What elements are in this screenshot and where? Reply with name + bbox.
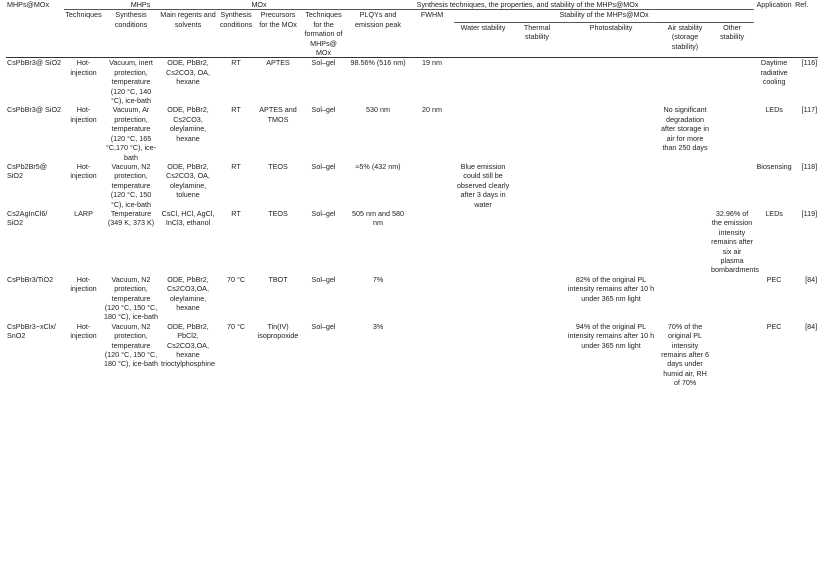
cell-technique: Hot-injection [70, 105, 97, 124]
cell-material: CsPbBr3/TiO2 [7, 274, 54, 284]
cell-water-stability [454, 105, 512, 161]
cell-fwhm [410, 209, 454, 275]
cell-air-stability: No significant degradation after storage in air for more than 250 days [661, 105, 709, 153]
header-main-regents: Main regents and solvents [160, 10, 216, 29]
cell-air-stability [660, 162, 710, 209]
cell-mox-conditions: RT [231, 58, 241, 68]
cell-ref: [116] [801, 58, 818, 68]
cell-photostability: 94% of the original PL intensity remains after 10 h under 365 nm light [567, 321, 655, 350]
cell-thermal-stability [512, 322, 562, 388]
header-photostability: Photostability [589, 23, 633, 33]
table-body [6, 58, 818, 388]
cell-other-stability [710, 58, 754, 106]
cell-ref: [84] [805, 274, 818, 284]
cell-thermal-stability [512, 105, 562, 161]
header-plqy: PLQYs and emission peak [355, 10, 401, 29]
header-techniques: Techniques [65, 10, 102, 20]
cell-application: Biosensing [756, 161, 792, 171]
cell-technique: LARP [74, 208, 93, 218]
cell-synthesis-conditions: Temperature (349 K, 373 K) [107, 208, 155, 228]
cell-precursor: TEOS [268, 208, 288, 218]
table-row [6, 162, 818, 209]
cell-thermal-stability [512, 209, 562, 275]
cell-formation-technique: Sol–gel [311, 161, 336, 171]
cell-mox-conditions: RT [231, 208, 241, 218]
cell-photostability: 82% of the original PL intensity remains after 10 h under 365 nm light [567, 274, 655, 303]
cell-technique: Hot-injection [70, 274, 97, 294]
cell-thermal-stability [512, 162, 562, 209]
cell-precursor: Tin(IV) isopropoxide [257, 321, 299, 341]
table-row [6, 322, 818, 388]
cell-main-regents: ODE, PbBr2, Cs2CO3, OA, hexane [166, 58, 210, 87]
cell-plqy: 505 nm and 580 nm [352, 208, 404, 228]
cell-formation-technique: Sol–gel [311, 208, 336, 218]
cell-precursor: TEOS [268, 161, 288, 171]
table-row [6, 58, 818, 106]
cell-material: CsPbBr3−xClx/ SnO2 [7, 321, 56, 341]
cell-plqy: 530 nm [366, 105, 391, 115]
cell-synthesis-conditions: Vacuum, Ar protection, temperature (120 °C, 165 °C,170 °C), ice-bath [105, 105, 157, 162]
cell-mox-conditions: RT [231, 105, 241, 115]
cell-precursor: APTES and TMOS [259, 105, 297, 124]
cell-synthesis-conditions: Vacuum, N2 protection, temperature (120 °C, 150 °C, 180 °C), ice-bath [104, 274, 159, 322]
cell-mox-conditions: 70 °C [226, 321, 246, 331]
cell-other-stability [710, 322, 754, 388]
cell-thermal-stability [512, 275, 562, 322]
cell-water-stability [454, 322, 512, 388]
cell-technique: Hot-injection [70, 321, 97, 341]
cell-photostability [562, 105, 660, 161]
cell-water-stability [454, 58, 512, 106]
cell-material: CsPb2Br5@ SiO2 [7, 161, 48, 181]
table-row [6, 209, 818, 275]
cell-fwhm [410, 322, 454, 388]
cell-fwhm: 19 nm [422, 58, 443, 68]
cell-fwhm [410, 275, 454, 322]
cell-application: PEC [766, 274, 782, 284]
header-fwhm: FWHM [420, 10, 444, 20]
header-stability-group: Stability of the MHPs@MOx [454, 10, 754, 23]
cell-application: PEC [766, 321, 782, 331]
cell-water-stability [454, 209, 512, 275]
header-formation-techniques: Techniques for the formation of MHPs@ MOx [304, 10, 343, 58]
cell-mox-conditions: RT [231, 161, 241, 171]
cell-other-stability [710, 162, 754, 209]
cell-fwhm [410, 162, 454, 209]
header-mox-synthesis-conditions: Synthesis conditions [219, 10, 253, 29]
cell-fwhm: 20 nm [422, 105, 443, 115]
cell-synthesis-conditions: Vacuum, N2 protection, temperature (120 °C, 150 °C), ice-bath [110, 161, 152, 209]
mhps-mox-table [6, 0, 818, 388]
cell-precursor: APTES [266, 58, 290, 68]
header-mox: MOx [217, 0, 301, 10]
cell-precursor: TBOT [268, 274, 288, 284]
cell-main-regents: ODE, PbBr2, PbCl2, Cs2CO3,OA, hexane trioctylphosphine [161, 321, 215, 369]
cell-formation-technique: Sol–gel [311, 321, 336, 331]
cell-application: LEDs [765, 208, 783, 218]
cell-main-regents: ODE, PbBr2, Cs2CO3, OA, oleylamine, toluene [166, 161, 210, 200]
cell-water-stability: Blue emission could still be observed clearly after 3 days in water [456, 161, 510, 209]
cell-material: CsPbBr3@ SiO2 [7, 58, 62, 68]
header-air-stability: Air stability (storage stability) [667, 23, 703, 51]
cell-application: Daytime radiative cooling [760, 58, 788, 87]
header-mhps: MHPs [64, 0, 217, 10]
cell-synthesis-conditions: Vacuum, N2 protection, temperature (120 °C, 150 °C, 180 °C), ice-bath [104, 321, 159, 369]
header-synthesis-conditions: Synthesis conditions [114, 10, 148, 29]
cell-ref: [84] [805, 321, 818, 331]
cell-plqy: ≈5% (432 nm) [355, 161, 401, 171]
header-thermal-stability: Thermal stability [523, 23, 551, 42]
header-ref: Ref. [795, 0, 809, 9]
cell-main-regents: CsCl, HCl, AgCl, InCl3, ethanol [161, 208, 215, 228]
cell-air-stability: 70% of the original PL intensity remains after 6 days under humid air, RH of 70% [661, 321, 709, 388]
header-synthesis-group: Synthesis techniques, the properties, and stability of the MHPs@MOx [301, 0, 754, 10]
cell-formation-technique: Sol–gel [311, 274, 336, 284]
cell-air-stability [660, 209, 710, 275]
header-water-stability: Water stability [460, 23, 506, 33]
cell-material: Cs2AgInCl6/ SiO2 [7, 208, 48, 228]
cell-other-stability [710, 275, 754, 322]
cell-application: LEDs [765, 105, 783, 115]
cell-technique: Hot-injection [70, 58, 97, 77]
cell-formation-technique: Sol–gel [311, 105, 336, 115]
cell-plqy: 7% [372, 274, 384, 284]
cell-main-regents: ODE, PbBr2, Cs2CO3, oleylamine, hexane [167, 105, 209, 143]
cell-plqy: 98.56% (516 nm) [350, 58, 406, 68]
cell-other-stability: 32.96% of the emission intensity remains after six air plasma bombardments [711, 208, 759, 275]
cell-water-stability [454, 275, 512, 322]
header-precursors: Precursors for the MOx [259, 10, 297, 29]
cell-ref: [118] [801, 161, 818, 171]
cell-air-stability [660, 58, 710, 106]
cell-plqy: 3% [372, 321, 384, 331]
cell-photostability [562, 162, 660, 209]
cell-thermal-stability [512, 58, 562, 106]
cell-synthesis-conditions: Vacuum, inert protection, temperature (120 °C, 140 °C), ice-bath [109, 58, 153, 106]
cell-other-stability [710, 105, 754, 161]
cell-photostability [562, 58, 660, 106]
cell-mox-conditions: 70 °C [226, 274, 246, 284]
cell-material: CsPbBr3@ SiO2 [7, 105, 62, 115]
header-other-stability: Other stability [720, 23, 745, 42]
header-mhps-mox: MHPs@MOx [7, 0, 50, 9]
table-row [6, 105, 818, 161]
cell-ref: [117] [801, 105, 818, 115]
cell-technique: Hot-injection [70, 161, 97, 181]
cell-ref: [119] [801, 208, 818, 218]
cell-air-stability [660, 275, 710, 322]
cell-photostability [562, 209, 660, 275]
header-application: Application [756, 0, 792, 9]
cell-main-regents: ODE, PbBr2, Cs2CO3,OA, oleylamine, hexane [167, 274, 209, 312]
cell-formation-technique: Sol–gel [311, 58, 336, 68]
table-row [6, 275, 818, 322]
